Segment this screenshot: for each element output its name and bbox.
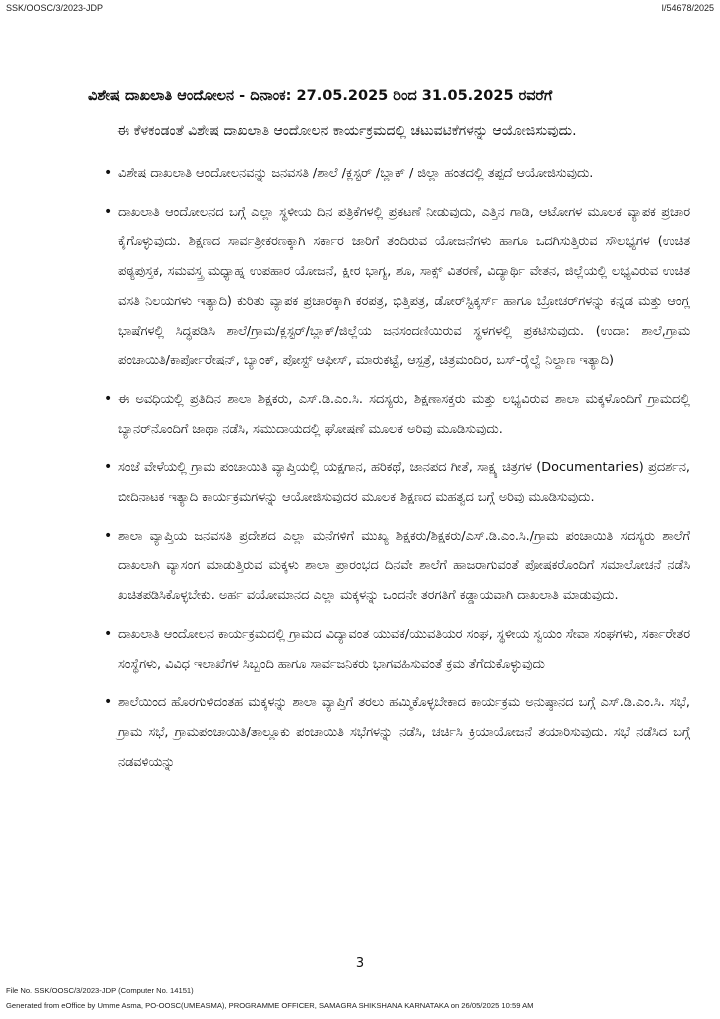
- list-item: [104, 522, 690, 611]
- list-item-text: ವಿಶೇಷ ದಾಖಲಾತಿ ಆಂದೋಲನವನ್ನು ಜನವಸತಿ /ಶಾಲೆ /ಕ್ಲಸ್ಟರ್ /ಬ್ಲಾಕ್ / ಜಿಲ್ಲಾ ಹಂತದಲ್ಲಿ ತಪ್ಪದೆ ಆಯೋಜಿಸುವುದು.: [118, 166, 594, 181]
- footer-file-number: File No. SSK/OOSC/3/2023-JDP (Computer No. 14151): [6, 986, 194, 995]
- list-item-text: ದಾಖಲಾತಿ ಆಂದೋಲನ ಕಾರ್ಯಕ್ರಮದಲ್ಲಿ ಗ್ರಾಮದ ವಿದ್ಯಾವಂತ ಯುವಕ/ಯುವತಿಯರ ಸಂಘ, ಸ್ಥಳೀಯ ಸ್ವಯಂ ಸೇವಾ ಸಂಘಗಳು, ಸರ್ಕಾರೇತರ ಸಂಸ್ಥೆಗಳು, ವಿವಿಧ ಇಲಾಖೆಗಳ ಸಿಬ್ಬಂದಿ ಹಾಗೂ ಸಾರ್ವಜನಿಕರು ಭಾಗವಹಿಸುವಂತೆ ಕ್ರಮ ತೆಗೆದುಕೊಳ್ಳುವುದು: [118, 626, 690, 672]
- list-item-text: ಶಾಲಾ ವ್ಯಾಪ್ತಿಯ ಜನವಸತಿ ಪ್ರದೇಶದ ಎಲ್ಲಾ ಮನೆಗಳಿಗೆ ಮುಖ್ಯ ಶಿಕ್ಷಕರು/ಶಿಕ್ಷಕರು/ಎಸ್.ಡಿ.ಎಂ.ಸಿ./ಗ್ರಾಮ ಪಂಚಾಯಿತಿ ಸದಸ್ಯರು ಶಾಲೆಗೆ ದಾಖಲಾಗಿ ವ್ಯಾಸಂಗ ಮಾಡುತ್ತಿರುವ ಮಕ್ಕಳು ಶಾಲಾ ಪ್ರಾರಂಭದ ದಿನವೇ ಶಾಲೆಗೆ ಹಾಜರಾಗುವಂತೆ ಪೋಷಕರೊಂದಿಗೆ ಸಮಾಲೋಚನೆ ನಡೆಸಿ ಖಚಿತಪಡಿಸಿಕೊಳ್ಳಬೇಕು. ಅರ್ಹ ವಯೋಮಾನದ ಎಲ್ಲಾ ಮಕ್ಕಳನ್ನು ಒಂದನೇ ತರಗತಿಗೆ ಕಡ್ಡಾಯವಾಗಿ ದಾಖಲಾತಿ ಮಾಡುವುದು.: [118, 528, 690, 604]
- list-item-text: ಸಂಜೆ ವೇಳೆಯಲ್ಲಿ ಗ್ರಾಮ ಪಂಚಾಯಿತಿ ವ್ಯಾಪ್ತಿಯಲ್ಲಿ ಯಕ್ಷಗಾನ, ಹರಿಕಥೆ, ಜಾನಪದ ಗೀತೆ, ಸಾಕ್ಷ್ಯ ಚಿತ್ರಗಳ (Documentaries) ಪ್ರದರ್ಶನ, ಬೀದಿನಾಟಕ ಇತ್ಯಾದಿ ಕಾರ್ಯಕ್ರಮಗಳನ್ನು ಆಯೋಜಿಸುವುದರ ಮೂಲಕ ಶಿಕ್ಷಣದ ಮಹತ್ವದ ಬಗ್ಗೆ ಅರಿವು ಮೂಡಿಸುವುದು.: [118, 460, 690, 506]
- list-item: [104, 453, 690, 512]
- bullet-icon: •: [104, 165, 113, 181]
- list-item-text: ಶಾಲೆಯಿಂದ ಹೊರಗುಳಿದಂತಹ ಮಕ್ಕಳನ್ನು ಶಾಲಾ ವ್ಯಾಪ್ತಿಗೆ ತರಲು ಹಮ್ಮಿಕೊಳ್ಳಬೇಕಾದ ಕಾರ್ಯಕ್ರಮ ಅನುಷ್ಠಾನದ ಬಗ್ಗೆ ಎಸ್.ಡಿ.ಎಂ.ಸಿ. ಸಭೆ, ಗ್ರಾಮ ಸಭೆ, ಗ್ರಾಮಪಂಚಾಯಿತಿ/ತಾಲ್ಲೂಕು ಪಂಚಾಯಿತಿ ಸಭೆಗಳನ್ನು ನಡೆಸಿ, ಚರ್ಚಿಸಿ ಕ್ರಿಯಾಯೋಜನೆ ತಯಾರಿಸುವುದು. ಸಭೆ ನಡೆಸಿದ ಬಗ್ಗೆ ನಡವಳಿಯನ್ನು: [118, 695, 690, 770]
- file-reference-header: SSK/OOSC/3/2023-JDP: [6, 3, 104, 13]
- bullet-icon: •: [104, 459, 113, 476]
- list-item: [104, 198, 690, 376]
- list-item: [104, 620, 690, 679]
- list-item-text: ದಾಖಲಾತಿ ಆಂದೋಲನದ ಬಗ್ಗೆ ಎಲ್ಲಾ ಸ್ಥಳೀಯ ದಿನ ಪತ್ರಿಕೆಗಳಲ್ಲಿ ಪ್ರಕಟಣೆ ನೀಡುವುದು, ಎತ್ತಿನ ಗಾಡಿ, ಆಟೋಗಳ ಮೂಲಕ ವ್ಯಾಪಕ ಪ್ರಚಾರ ಕೈಗೊಳ್ಳುವುದು. ಶಿಕ್ಷಣದ ಸಾರ್ವತ್ರೀಕರಣಕ್ಕಾಗಿ ಸರ್ಕಾರ ಜಾರಿಗೆ ತಂದಿರುವ ಯೋಜನೆಗಳು ಹಾಗೂ ಒದಗಿಸುತ್ತಿರುವ ಸೌಲಭ್ಯಗಳ (ಉಚಿತ ಪಠ್ಯಪುಸ್ತಕ, ಸಮವಸ್ತ್ರ ಮಧ್ಯಾಹ್ನ ಉಪಹಾರ ಯೋಜನೆ, ಕ್ಷೀರ ಭಾಗ್ಯ, ಶೂ, ಸಾಕ್ಸ್ ವಿತರಣೆ, ವಿದ್ಯಾರ್ಥಿ ವೇತನ, ಜಿಲ್ಲೆಯಲ್ಲಿ ಲಭ್ಯವಿರುವ ಉಚಿತ ವಸತಿ ನಿಲಯಗಳು ಇತ್ಯಾದಿ) ಕುರಿತು ವ್ಯಾಪಕ ಪ್ರಚಾರಕ್ಕಾಗಿ ಕರಪತ್ರ, ಭಿತ್ತಿಪತ್ರ, ಡೋರ್‌ಸ್ಟಿಕ್ಕರ್ಸ್ ಹಾಗೂ ಬ್ರೋಚರ್‌ಗಳನ್ನು ಕನ್ನಡ ಮತ್ತು ಆಂಗ್ಲ ಭಾಷೆಗಳಲ್ಲಿ ಸಿದ್ಧಪಡಿಸಿ ಶಾಲೆ/ಗ್ರಾಮ/ಕ್ಲಸ್ಟರ್/ಬ್ಲಾಕ್/ಜಿಲ್ಲೆಯ ಜನಸಂದಣಿಯಿರುವ ಸ್ಥಳಗಳಲ್ಲಿ ಪ್ರಕಟಿಸುವುದು. (ಉದಾ: ಶಾಲೆ,ಗ್ರಾಮ ಪಂಚಾಯಿತಿ/ಕಾರ್ಪೋರೇಷನ್, ಬ್ಯಾಂಕ್, ಪೋಸ್ಟ್ ಆಫೀಸ್, ಮಾರುಕಟ್ಟೆ, ಆಸ್ಪತ್ರೆ, ಚಿತ್ರಮಂದಿರ, ಬಸ್-ರೈಲ್ವೆ ನಿಲ್ದಾಣ ಇತ್ಯಾದಿ): [118, 204, 690, 369]
- page-title: ವಿಶೇಷ ದಾಖಲಾತಿ ಆಂದೋಲನ - ದಿನಾಂಕ: 27.05.2025 ರಿಂದ 31.05.2025 ರವರೆಗೆ: [88, 88, 553, 104]
- footer-generated-by: Generated from eOffice by Umme Asma, PO-OOSC(UMEASMA), PROGRAMME OFFICER, SAMAGRA SHIKSHANA KARNATAKA on 26/05/2025 10:59 AM: [6, 1001, 534, 1010]
- bullet-icon: •: [104, 625, 113, 642]
- list-item-text: ಈ ಅವಧಿಯಲ್ಲಿ ಪ್ರತಿದಿನ ಶಾಲಾ ಶಿಕ್ಷಕರು, ಎಸ್.ಡಿ.ಎಂ.ಸಿ. ಸದಸ್ಯರು, ಶಿಕ್ಷಣಾಸಕ್ತರು ಮತ್ತು ಲಭ್ಯವಿರುವ ಶಾಲಾ ಮಕ್ಕಳೊಂದಿಗೆ ಗ್ರಾಮದಲ್ಲಿ ಬ್ಯಾನರ್‌ನೊಂದಿಗೆ ಜಾಥಾ ನಡೆಸಿ, ಸಮುದಾಯದಲ್ಲಿ ಘೋಷಣೆ ಮೂಲಕ ಅರಿವು ಮೂಡಿಸುವುದು.: [118, 391, 690, 437]
- page-number: 3: [355, 956, 365, 971]
- activity-list: [104, 159, 690, 786]
- list-item: [104, 385, 690, 444]
- bullet-icon: •: [104, 203, 113, 220]
- list-item: [104, 688, 690, 777]
- list-item: [104, 159, 690, 189]
- bullet-icon: •: [104, 390, 113, 407]
- intro-paragraph: ಈ ಕೆಳಕಂಡಂತೆ ವಿಶೇಷ ದಾಖಲಾತಿ ಆಂದೋಲನ ಕಾರ್ಯಕ್ರಮದಲ್ಲಿ ಚಟುವಟಿಕೆಗಳನ್ನು ಆಯೋಜಿಸುವುದು.: [117, 123, 577, 139]
- bullet-icon: •: [104, 694, 113, 711]
- inward-number-header: I/54678/2025: [661, 3, 714, 13]
- bullet-icon: •: [104, 527, 113, 544]
